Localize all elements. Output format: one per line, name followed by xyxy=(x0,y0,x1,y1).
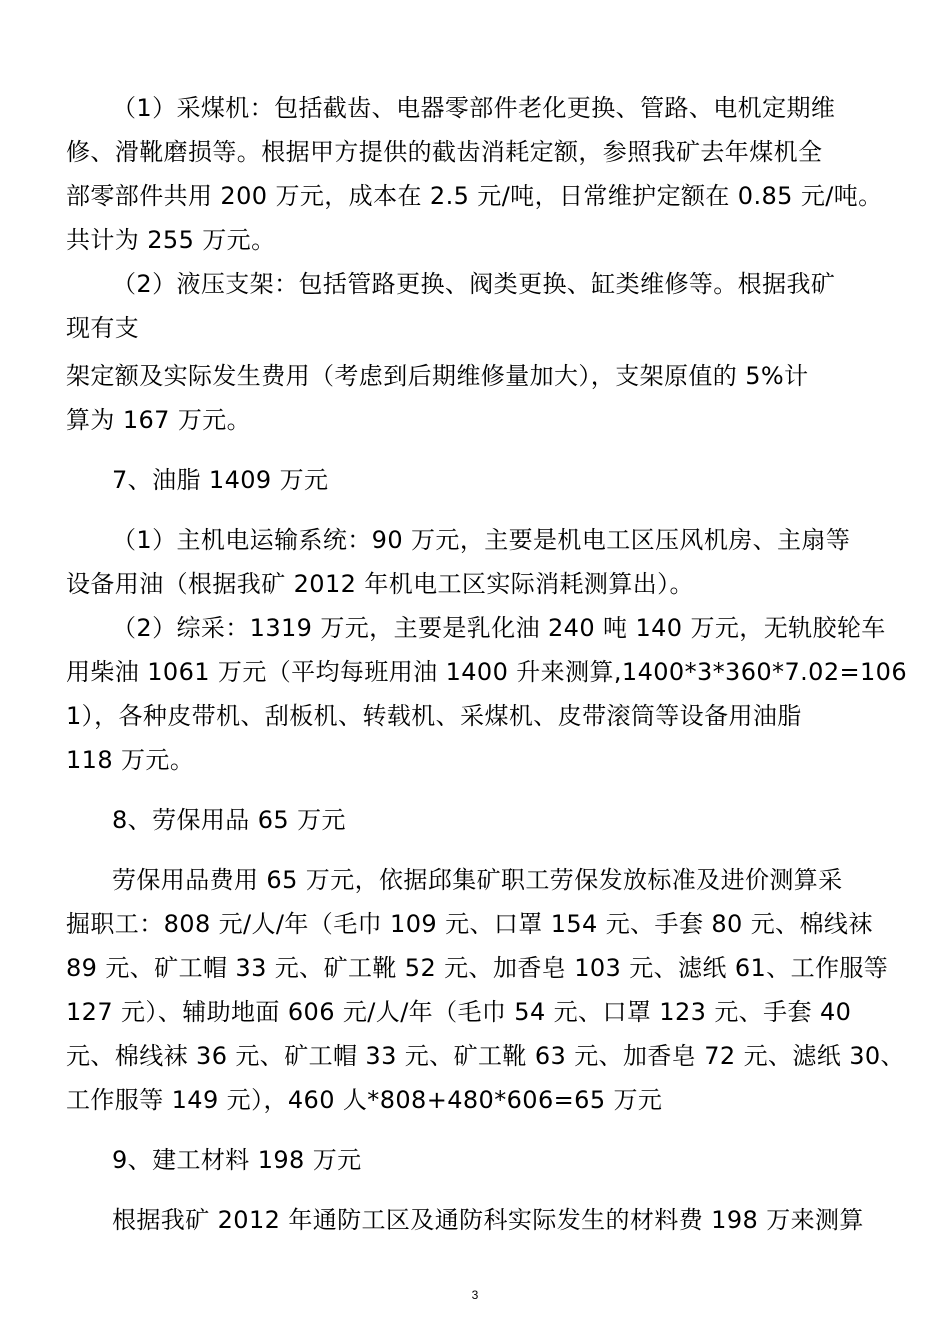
page-number: 3 xyxy=(471,1288,479,1302)
paragraph-line: 架定额及实际发生费用（考虑到后期维修量加大），支架原值的 5%计 xyxy=(66,362,809,390)
paragraph-line: 掘职工：808 元/人/年（毛巾 109 元、口罩 154 元、手套 80 元、棉线袜 xyxy=(66,910,873,938)
section-heading: 9、建工材料 198 万元 xyxy=(112,1146,362,1174)
paragraph-line: 劳保用品费用 65 万元，依据邱集矿职工劳保发放标准及进价测算采 xyxy=(112,866,843,894)
paragraph-line: 部零部件共用 200 万元，成本在 2.5 元/吨，日常维护定额在 0.85 元/吨。 xyxy=(66,182,883,210)
paragraph-line: （2）液压支架：包括管路更换、阀类更换、缸类维修等。根据我矿 xyxy=(112,270,836,298)
paragraph-line: （1）采煤机：包括截齿、电器零部件老化更换、管路、电机定期维 xyxy=(112,94,836,122)
paragraph-line: 127 元）、辅助地面 606 元/人/年（毛巾 54 元、口罩 123 元、手套 40 xyxy=(66,998,852,1026)
paragraph-line: 现有支 xyxy=(66,314,140,342)
paragraph-line: 元、棉线袜 36 元、矿工帽 33 元、矿工靴 63 元、加香皂 72 元、滤纸 30、 xyxy=(66,1042,905,1070)
paragraph-line: 根据我矿 2012 年通防工区及通防科实际发生的材料费 198 万来测算 xyxy=(112,1206,864,1234)
paragraph-line: 工作服等 149 元），460 人*808+480*606=65 万元 xyxy=(66,1086,663,1114)
paragraph-line: （2）综采：1319 万元，主要是乳化油 240 吨 140 万元，无轨胶轮车 xyxy=(112,614,886,642)
paragraph-line: （1）主机电运输系统：90 万元，主要是机电工区压风机房、主扇等 xyxy=(112,526,851,554)
paragraph-line: 修、滑靴磨损等。根据甲方提供的截齿消耗定额，参照我矿去年煤机全 xyxy=(66,138,823,166)
paragraph-line: 89 元、矿工帽 33 元、矿工靴 52 元、加香皂 103 元、滤纸 61、工作服等 xyxy=(66,954,889,982)
paragraph-line: 共计为 255 万元。 xyxy=(66,226,276,254)
section-heading: 7、油脂 1409 万元 xyxy=(112,466,329,494)
paragraph-line: 1），各种皮带机、刮板机、转载机、采煤机、皮带滚筒等设备用油脂 xyxy=(66,702,802,730)
paragraph-line: 算为 167 万元。 xyxy=(66,406,252,434)
paragraph-line: 用柴油 1061 万元（平均每班用油 1400 升来测算,1400*3*360*7.02=106 xyxy=(66,658,908,686)
paragraph-line: 设备用油（根据我矿 2012 年机电工区实际消耗测算出）。 xyxy=(66,570,694,598)
document-body xyxy=(66,86,908,1242)
section-heading: 8、劳保用品 65 万元 xyxy=(112,806,346,834)
paragraph-line: 118 万元。 xyxy=(66,746,195,774)
